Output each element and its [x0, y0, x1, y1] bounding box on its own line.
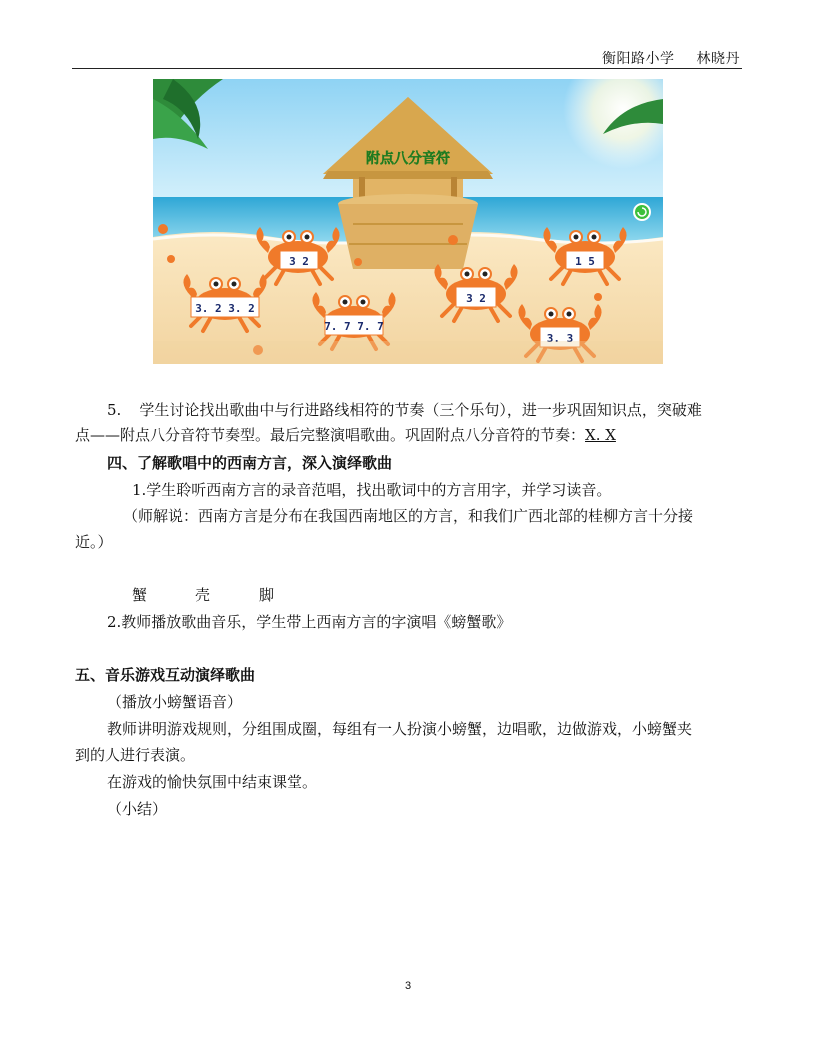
section5-line1: [107, 397, 702, 423]
crab-4-notation: 3 2: [466, 292, 486, 305]
section4-heading: 四、了解歌唱中的西南方言，深入演绎歌曲: [107, 454, 393, 472]
page-header: [72, 44, 742, 69]
teacher-note-line1: （师解说：西南方言是分布在我国西南地区的方言，和我们广西北部的桂柳方言十分接: [123, 507, 694, 525]
header-text: [602, 48, 740, 68]
teacher-note-line2: 近。）: [75, 533, 113, 551]
beach-crab-figure: [153, 79, 663, 364]
ending-text: 在游戏的愉快氛围中结束课堂。: [107, 773, 318, 791]
section4-item1: 1.学生聆听西南方言的录音范唱，找出歌词中的方言用字，并学习读音。: [132, 481, 612, 499]
dialect-word-3: 脚: [259, 586, 275, 604]
game-rules-line2: 到的人进行表演。: [75, 746, 196, 764]
section5-text2: 点——附点八分音符节奏型。最后完整演唱歌曲。巩固附点八分音符的节奏：: [75, 426, 586, 444]
figure-title: 附点八分音符: [366, 151, 450, 167]
summary-note: （小结）: [107, 800, 168, 818]
refresh-icon[interactable]: [634, 204, 650, 220]
section5-text1: 学生讨论找出歌曲中与行进路线相符的节奏（三个乐句），进一步巩固知识点，突破难: [139, 401, 702, 419]
crab-2-notation: 1 5: [575, 255, 595, 268]
crab-3-notation: 3. 2 3. 2: [195, 302, 255, 315]
section5-number: 5.: [107, 401, 122, 419]
header-school: 衡阳路小学: [602, 51, 675, 67]
game-rules-line1: 教师讲明游戏规则，分组围成圈，每组有一人扮演小螃蟹，边唱歌，边做游戏，小螃蟹夹: [107, 720, 693, 738]
section5-line2: [75, 422, 616, 448]
section5-heading: 五、音乐游戏互动演绎歌曲: [75, 666, 256, 684]
dialect-word-2: 壳: [195, 586, 211, 604]
dialect-word-1: 蟹: [132, 586, 148, 604]
section4-item2: 2.教师播放歌曲音乐，学生带上西南方言的字演唱《螃蟹歌》: [107, 613, 512, 631]
page-number: 3: [404, 980, 412, 992]
play-audio-note: （播放小螃蟹语音）: [107, 693, 243, 711]
crab-6-notation: 3. 3: [546, 332, 574, 345]
beach-scene-image: [153, 79, 663, 364]
header-author: 林晓丹: [696, 51, 740, 67]
rhythm-notation: X. X: [585, 426, 616, 444]
crab-1-notation: 3 2: [289, 255, 309, 268]
crab-5-notation: 7. 7 7. 7: [324, 320, 384, 333]
